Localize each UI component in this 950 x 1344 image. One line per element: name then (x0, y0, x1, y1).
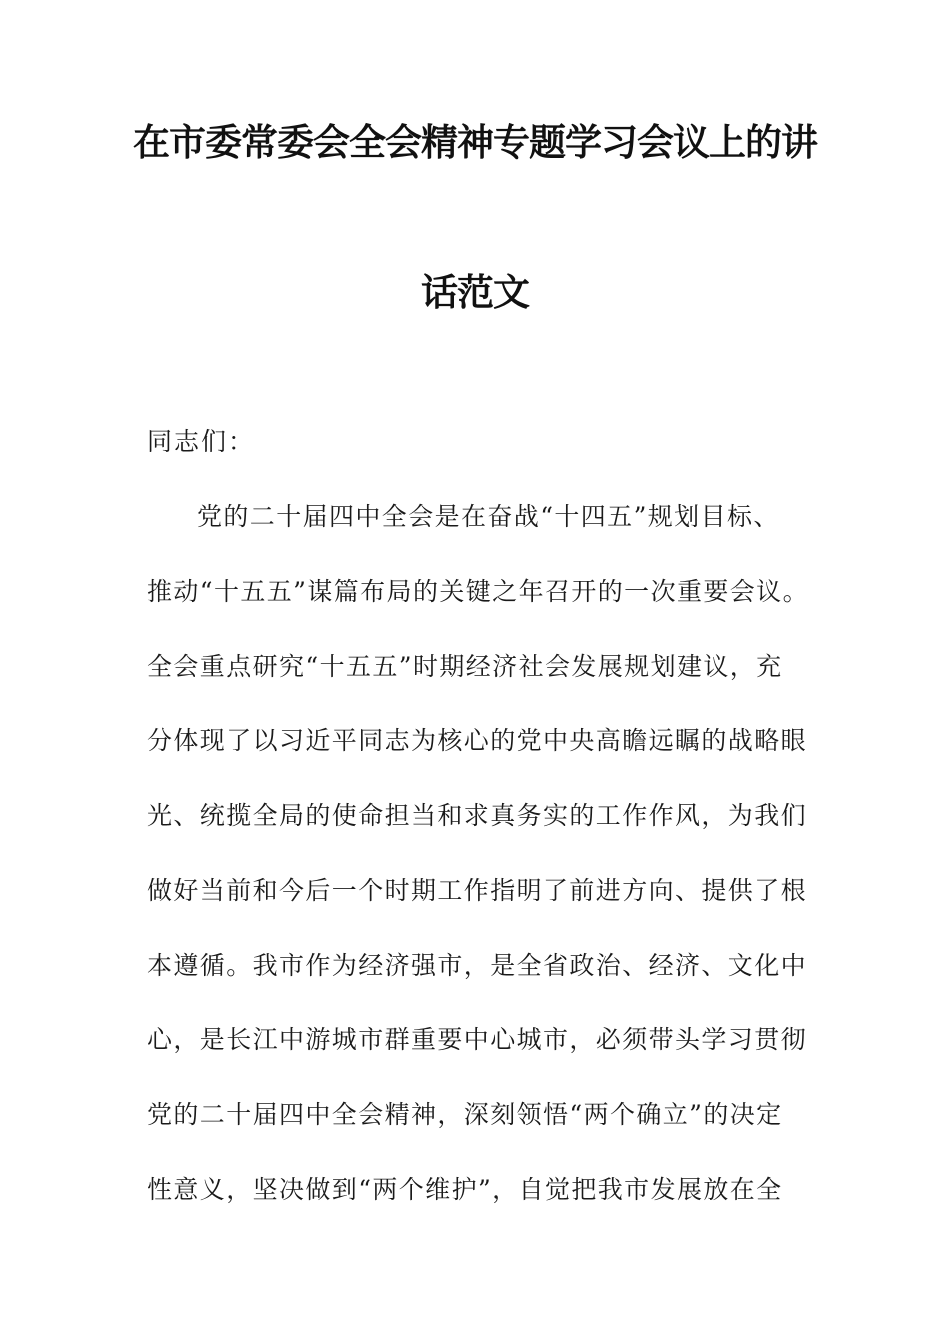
body-line-2: 推动“十五五”谋篇布局的关键之年召开的一次重要会议。 (147, 577, 809, 606)
body-line-9: 党的二十届四中全会精神，深刻领悟“两个确立”的决定 (147, 1100, 783, 1129)
body-line-6: 做好当前和今后一个时期工作指明了前进方向、提供了根 (147, 876, 808, 905)
document-title-line-2: 话范文 (421, 271, 529, 314)
body-line-3: 全会重点研究“十五五”时期经济社会发展规划建议，充 (147, 652, 783, 681)
greeting: 同志们： (147, 427, 256, 456)
body-line-1: 党的二十届四中全会是在奋战“十四五”规划目标、 (197, 502, 780, 531)
body-line-4: 分体现了以习近平同志为核心的党中央高瞻远瞩的战略眼 (147, 726, 808, 755)
body-line-7: 本遵循。我市作为经济强市，是全省政治、经济、文化中 (147, 951, 808, 980)
body-line-10: 性意义，坚决做到“两个维护”，自觉把我市发展放在全 (147, 1175, 783, 1204)
document-title-line-1: 在市委常委会全会精神专题学习会议上的讲 (133, 121, 817, 164)
body-line-8: 心，是长江中游城市群重要中心城市，必须带头学习贯彻 (147, 1025, 808, 1054)
body-line-5: 光、统揽全局的使命担当和求真务实的工作作风，为我们 (147, 801, 808, 830)
